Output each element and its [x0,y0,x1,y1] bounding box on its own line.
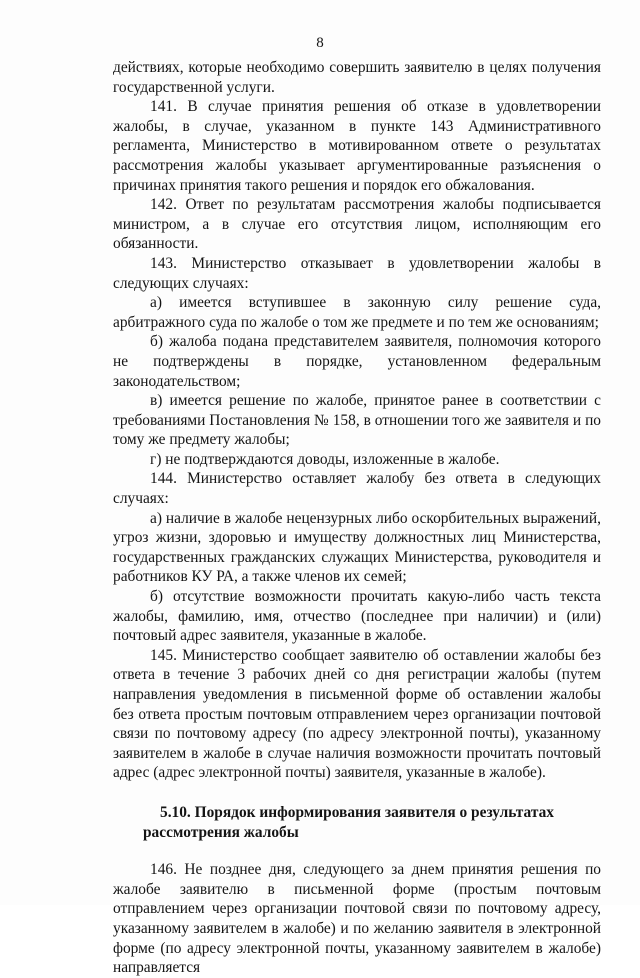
paragraph: в) имеется решение по жалобе, принятое ранее в соответствии с требованиями Постановления № 158, в отношении того же заявителя и по тому же предмету жалобы; [113,392,601,449]
paragraph: б) жалоба подана представителем заявителя, полномочия которого не подтверждены в порядке, установленном федеральным законодательством; [113,333,601,390]
paragraph: 142. Ответ по результатам рассмотрения жалобы подписывается министром, а в случае его отсутствия лицом, исполняющим его обязанности. [113,196,601,253]
paragraph: 144. Министерство оставляет жалобу без ответа в следующих случаях: [113,470,601,508]
paragraphs-after-heading [113,860,601,978]
paragraph: г) не подтверждаются доводы, изложенные в жалобе. [150,450,500,468]
paragraph: б) отсутствие возможности прочитать какую-либо часть текста жалобы, фамилию, имя, отчество (последнее при наличии) и (или) почтовый адрес заявителя, указанные в жалобе. [113,588,601,645]
paragraph: 143. Министерство отказывает в удовлетворении жалобы в следующих случаях: [113,254,601,292]
paragraph: 141. В случае принятия решения об отказе в удовлетворении жалобы, в случае, указанном в пункте 143 Административного регламента, Министерство в мотивированном ответе о результатах рассмотрения жалобы указывает аргументированные разъяснения о причинах принятия такого решения и порядок его обжалования. [113,98,601,194]
paragraph: 146. Не позднее дня, следующего за днем принятия решения по жалобе заявителю в письменной форме (простым почтовым отправлением через организации почтовой связи по почтовому адресу, указанному заявителем в жалобе) и по желанию заявителя в электронной форме (по адресу электронной почты, указанному заявителем в жалобе) направляется [113,861,601,977]
paragraphs-before-heading [113,58,601,783]
paragraph: 145. Министерство сообщает заявителю об оставлении жалобы без ответа в течение 3 рабочих дней со дня регистрации жалобы (путем направления уведомления в письменной форме об оставлении жалобы без ответа простым почтовым отправлением через организации почтовой связи по почтовому адресу (по адресу электронной почты), указанному заявителем в жалобе в случае наличия возможности прочитать почтовый адрес (адрес электронной почты) заявителя, указанные в жалобе). [113,646,601,782]
section-heading: 5.10. Порядок информирования заявителя о результатах рассмотрения жалобы [143,803,554,841]
paragraph: а) имеется вступившее в законную силу решение суда, арбитражного суда по жалобе о том же предмете и по тем же основаниям; [113,294,601,331]
page-number: 8 [316,35,324,51]
paragraph: действиях, которые необходимо совершить заявителю в целях получения государственной услуги. [113,59,601,96]
document-body [113,58,601,978]
paragraph: а) наличие в жалобе нецензурных либо оскорбительных выражений, угроз жизни, здоровью и имуществу должностных лиц Министерства, государственных гражданских служащих Министерства, руководителя и работников КУ РА, а также членов их семей; [113,509,601,586]
